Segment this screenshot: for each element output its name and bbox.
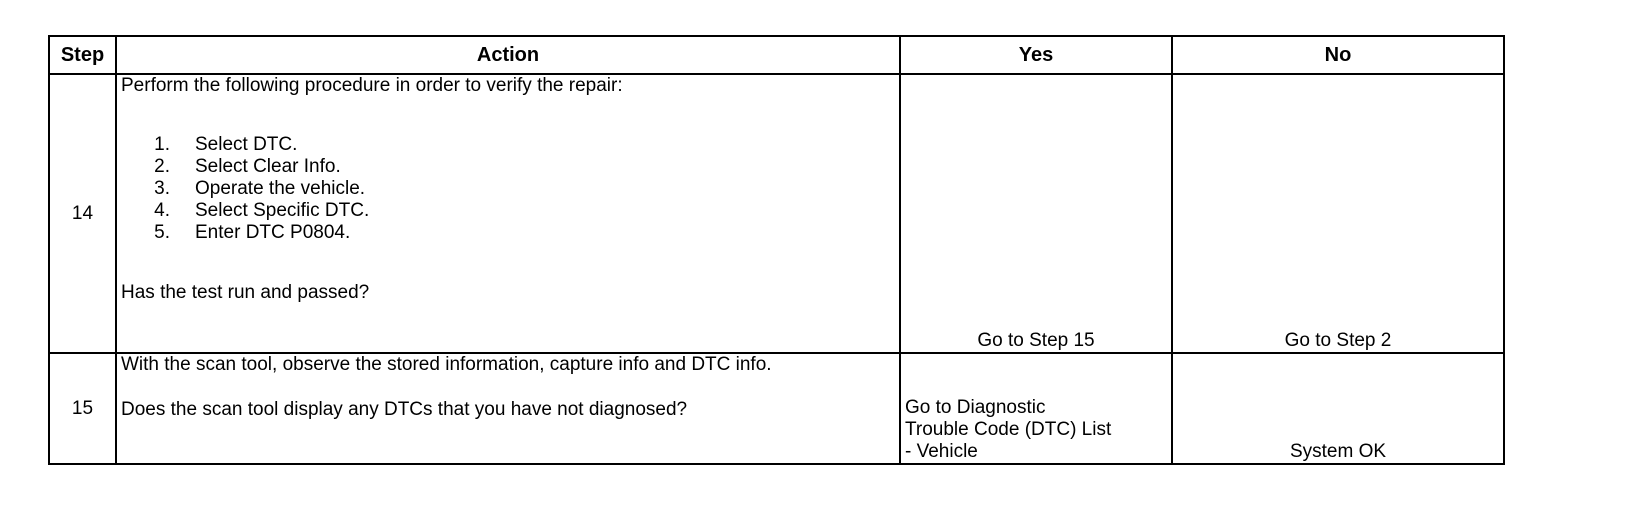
action-question: Has the test run and passed? [121,282,370,303]
header-action: Action [116,36,900,74]
no-cell: System OK [1172,353,1504,464]
procedure-item [121,200,895,222]
procedure-number: 5. [154,222,170,243]
procedure-number: 3. [154,178,170,199]
procedure-number: 4. [154,200,170,221]
yes-cell [900,353,1172,464]
yes-line: - Vehicle [905,441,978,462]
table-row-step-15 [49,353,1504,464]
step-number: 15 [49,353,116,464]
procedure-number: 2. [154,156,170,177]
header-no: No [1172,36,1504,74]
procedure-item [121,178,895,200]
procedure-item [121,134,895,156]
procedure-item [121,156,895,178]
action-intro: With the scan tool, observe the stored information, capture info and DTC info. [121,354,772,375]
procedure-list [121,134,895,244]
yes-cell: Go to Step 15 [900,74,1172,353]
action-cell [116,353,900,464]
procedure-text: Select Specific DTC. [195,200,370,221]
procedure-text: Select Clear Info. [195,156,341,177]
procedure-item [121,222,895,244]
action-question: Does the scan tool display any DTCs that you have not diagnosed? [121,399,688,420]
action-intro: Perform the following procedure in order to verify the repair: [121,75,623,96]
header-yes: Yes [900,36,1172,74]
diagnostic-table [48,35,1505,465]
procedure-text: Operate the vehicle. [195,178,366,199]
procedure-text: Select DTC. [195,134,298,155]
action-cell [116,74,900,353]
procedure-text: Enter DTC P0804. [195,222,351,243]
table-row-step-14 [49,74,1504,353]
no-cell: Go to Step 2 [1172,74,1504,353]
procedure-number: 1. [154,134,170,155]
header-row [49,36,1504,74]
yes-line: Trouble Code (DTC) List [905,419,1112,440]
yes-line: Go to Diagnostic [905,397,1046,418]
header-step: Step [49,36,116,74]
step-number: 14 [49,74,116,353]
